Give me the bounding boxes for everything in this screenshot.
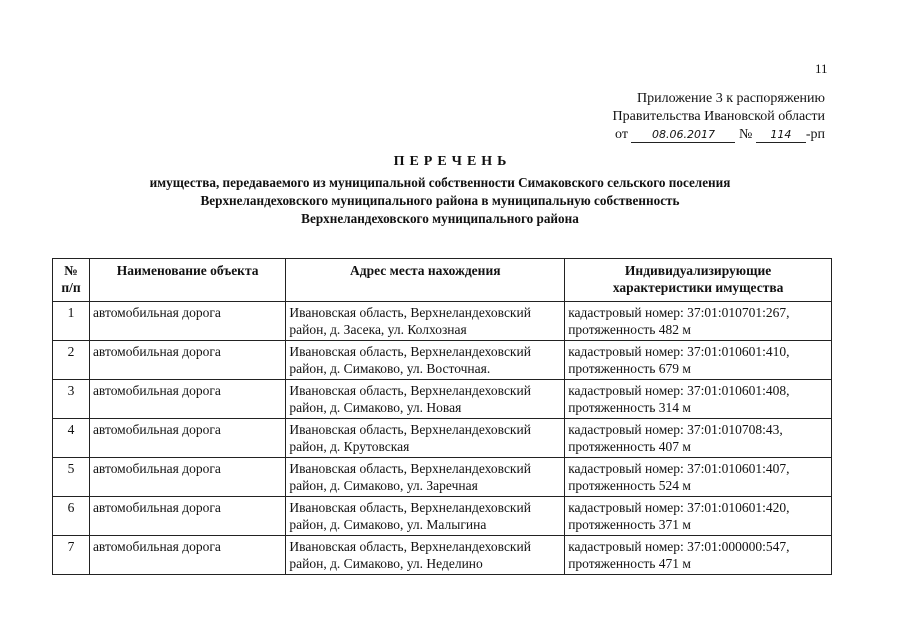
row-number: 5 [53, 458, 90, 497]
table-row [53, 458, 832, 497]
object-address: Ивановская область, Верхнеландеховский район, д. Симаково, ул. Заречная [286, 458, 565, 497]
row-number: 6 [53, 497, 90, 536]
order-line [565, 126, 825, 144]
order-date: 08.06.2017 [631, 128, 735, 143]
object-address: Ивановская область, Верхнеландеховский район, д. Засека, ул. Колхозная [286, 302, 565, 341]
object-name: автомобильная дорога [89, 419, 285, 458]
object-name: автомобильная дорога [89, 380, 285, 419]
subtitle-line-3: Верхнеландеховского муниципального района [301, 211, 579, 226]
object-characteristics: кадастровый номер: 37:01:010701:267, протяженность 482 м [565, 302, 832, 341]
object-characteristics: кадастровый номер: 37:01:000000:547, протяженность 471 м [565, 536, 832, 575]
object-characteristics: кадастровый номер: 37:01:010601:410, протяженность 679 м [565, 341, 832, 380]
row-number: 1 [53, 302, 90, 341]
object-characteristics: кадастровый номер: 37:01:010601:408, протяженность 314 м [565, 380, 832, 419]
table-row [53, 341, 832, 380]
subtitle-line-1: имущества, передаваемого из муниципальной собственности Симаковского сельского поселения [149, 175, 731, 190]
property-table [52, 258, 832, 575]
appendix-header [565, 90, 825, 144]
document-subtitle [60, 174, 820, 228]
order-number: 114 [756, 128, 806, 143]
row-number: 3 [53, 380, 90, 419]
header-address: Адрес места нахождения [286, 259, 565, 302]
object-address: Ивановская область, Верхнеландеховский район, д. Симаково, ул. Восточная. [286, 341, 565, 380]
from-label: от [615, 127, 628, 142]
table-header-row [53, 259, 832, 302]
appendix-line-2: Правительства Ивановской области [612, 109, 825, 124]
object-address: Ивановская область, Верхнеландеховский район, д. Симаково, ул. Малыгина [286, 497, 565, 536]
subtitle-line-2: Верхнеландеховского муниципального района в муниципальную собственность [200, 193, 680, 208]
object-characteristics: кадастровый номер: 37:01:010601:407, протяженность 524 м [565, 458, 832, 497]
object-name: автомобильная дорога [89, 341, 285, 380]
header-num: № п/п [53, 259, 90, 302]
table-row [53, 497, 832, 536]
table-row [53, 419, 832, 458]
table-row [53, 380, 832, 419]
number-label: № [738, 127, 753, 142]
table-row [53, 536, 832, 575]
order-suffix: -рп [805, 127, 825, 142]
header-name: Наименование объекта [89, 259, 285, 302]
object-characteristics: кадастровый номер: 37:01:010708:43, протяженность 407 м [565, 419, 832, 458]
object-name: автомобильная дорога [89, 536, 285, 575]
object-name: автомобильная дорога [89, 302, 285, 341]
row-number: 2 [53, 341, 90, 380]
page-number: 11 [815, 61, 828, 76]
table-row [53, 302, 832, 341]
object-address: Ивановская область, Верхнеландеховский район, д. Крутовская [286, 419, 565, 458]
row-number: 7 [53, 536, 90, 575]
object-address: Ивановская область, Верхнеландеховский район, д. Симаково, ул. Неделино [286, 536, 565, 575]
object-name: автомобильная дорога [89, 458, 285, 497]
header-characteristics: Индивидуализирующие характеристики имущества [565, 259, 832, 302]
object-address: Ивановская область, Верхнеландеховский район, д. Симаково, ул. Новая [286, 380, 565, 419]
document-title: ПЕРЕЧЕНЬ [393, 154, 512, 169]
object-characteristics: кадастровый номер: 37:01:010601:420, протяженность 371 м [565, 497, 832, 536]
appendix-line-1: Приложение 3 к распоряжению [637, 91, 825, 106]
object-name: автомобильная дорога [89, 497, 285, 536]
row-number: 4 [53, 419, 90, 458]
